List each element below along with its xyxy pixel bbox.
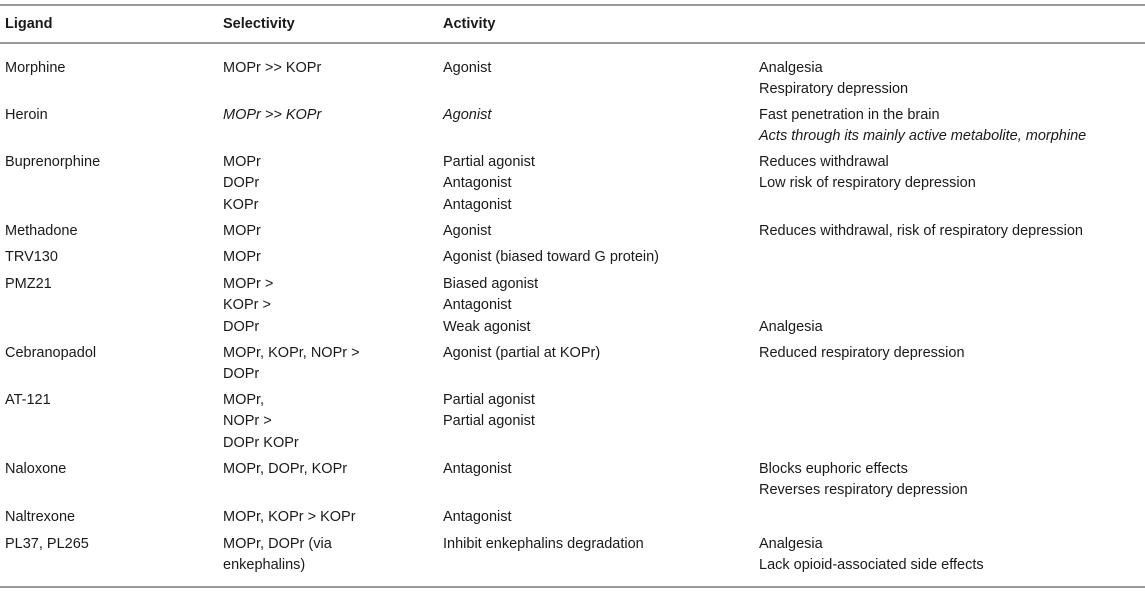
activity-cell — [443, 534, 644, 555]
activity-cell — [443, 105, 491, 126]
effects-cell-line: Reverses respiratory depression — [759, 482, 968, 499]
activity-cell — [443, 390, 535, 433]
ligand-cell-text: PL37, PL265 — [5, 536, 89, 552]
selectivity-cell-line: MOPr — [223, 223, 261, 239]
ligand-cell — [5, 58, 65, 79]
activity-cell-line: Agonist — [443, 60, 492, 76]
selectivity-cell — [223, 343, 360, 386]
effects-cell-line — [759, 295, 823, 316]
table-header-rule — [0, 42, 1145, 44]
effects-cell-line: Low risk of respiratory depression — [759, 175, 976, 192]
selectivity-cell — [223, 58, 321, 79]
selectivity-cell — [223, 534, 332, 577]
selectivity-cell-line: MOPr, DOPr (via — [223, 536, 332, 552]
ligand-cell — [5, 105, 48, 126]
effects-cell — [759, 105, 1086, 148]
header-ligand: Ligand — [5, 16, 53, 32]
selectivity-cell-line: DOPr — [223, 175, 260, 192]
activity-cell-line: Partial agonist — [443, 413, 535, 430]
selectivity-cell-line: MOPr — [223, 249, 261, 265]
effects-cell-line: Blocks euphoric effects — [759, 461, 908, 477]
header-activity: Activity — [443, 16, 496, 32]
effects-cell — [759, 221, 1083, 242]
effects-cell-line: Respiratory depression — [759, 81, 909, 98]
activity-cell — [443, 152, 535, 216]
activity-cell-line: Agonist (biased toward G protein) — [443, 249, 659, 265]
ligand-cell-text: Cebranopadol — [5, 345, 97, 361]
activity-cell-line: Antagonist — [443, 175, 512, 192]
activity-cell — [443, 507, 512, 528]
activity-cell — [443, 274, 538, 338]
selectivity-cell — [223, 390, 299, 454]
ligand-cell-text: PMZ21 — [5, 276, 52, 292]
activity-cell-line: Antagonist — [443, 196, 512, 213]
activity-cell — [443, 221, 491, 242]
ligand-cell-text: Heroin — [5, 107, 48, 123]
table-top-rule — [0, 4, 1145, 6]
ligand-cell-text: AT-121 — [5, 392, 51, 408]
selectivity-cell-line: MOPr >> KOPr — [223, 60, 322, 76]
effects-cell — [759, 459, 968, 502]
ligand-cell-text: Naloxone — [5, 461, 67, 477]
selectivity-cell — [223, 459, 347, 480]
selectivity-cell — [223, 152, 261, 216]
effects-cell-line: Reduces withdrawal, risk of respiratory depression — [759, 223, 1083, 239]
selectivity-cell — [223, 105, 321, 126]
activity-cell — [443, 58, 491, 79]
selectivity-cell-line: DOPr — [223, 366, 260, 383]
effects-cell-line: Analgesia — [759, 318, 823, 335]
activity-cell-line: Biased agonist — [443, 276, 539, 292]
selectivity-cell-line: KOPr > — [223, 297, 271, 314]
activity-cell-line: Antagonist — [443, 297, 512, 314]
ligand-cell — [5, 221, 78, 242]
effects-cell — [759, 534, 984, 577]
selectivity-cell-line: KOPr — [223, 196, 259, 213]
selectivity-cell — [223, 221, 261, 242]
ligand-cell — [5, 459, 66, 480]
selectivity-cell-line: MOPr, KOPr, NOPr > — [223, 345, 360, 361]
effects-cell-line: Reduced respiratory depression — [759, 345, 965, 361]
ligand-cell — [5, 247, 58, 268]
activity-cell-line: Agonist — [443, 223, 492, 239]
activity-cell-line: Antagonist — [443, 509, 512, 525]
selectivity-cell-line: MOPr, KOPr > KOPr — [223, 509, 356, 525]
activity-cell-line: Weak agonist — [443, 318, 531, 335]
effects-cell-line: Fast penetration in the brain — [759, 107, 940, 123]
selectivity-cell-line: DOPr — [223, 318, 260, 335]
activity-cell-line: Partial agonist — [443, 392, 535, 408]
activity-cell — [443, 459, 512, 480]
table-bottom-rule — [0, 586, 1145, 588]
ligand-cell-text: Buprenorphine — [5, 154, 101, 170]
activity-cell-line: Agonist (partial at KOPr) — [443, 345, 601, 361]
activity-cell — [443, 343, 600, 364]
ligand-cell — [5, 507, 75, 528]
selectivity-cell-line: MOPr, DOPr, KOPr — [223, 461, 348, 477]
effects-cell — [759, 152, 976, 195]
activity-cell — [443, 247, 659, 268]
activity-cell-line: Inhibit enkephalins degradation — [443, 536, 644, 552]
ligand-cell-text: Naltrexone — [5, 509, 76, 525]
selectivity-cell-line: NOPr > — [223, 413, 272, 430]
effects-cell-line: Analgesia — [759, 536, 823, 552]
selectivity-cell-line: MOPr >> KOPr — [223, 107, 322, 123]
selectivity-cell — [223, 247, 261, 268]
effects-cell — [759, 58, 908, 101]
selectivity-cell — [223, 274, 273, 338]
selectivity-cell-line: MOPr > — [223, 276, 274, 292]
selectivity-cell-line: MOPr — [223, 154, 261, 170]
ligand-cell — [5, 152, 100, 173]
ligand-cell — [5, 390, 51, 411]
effects-cell — [759, 274, 823, 338]
effects-cell-line: Analgesia — [759, 60, 823, 76]
header-selectivity: Selectivity — [223, 16, 295, 32]
effects-cell-line — [759, 274, 823, 295]
activity-cell-line: Partial agonist — [443, 154, 535, 170]
table-header-row — [0, 14, 1145, 36]
ligand-cell — [5, 274, 52, 295]
ligand-cell-text: Methadone — [5, 223, 78, 239]
selectivity-cell-line: DOPr KOPr — [223, 434, 299, 451]
ligand-cell-text: TRV130 — [5, 249, 58, 265]
effects-cell — [759, 343, 965, 364]
selectivity-cell-line: enkephalins) — [223, 557, 306, 574]
activity-cell-line: Antagonist — [443, 461, 512, 477]
effects-cell-line: Lack opioid-associated side effects — [759, 557, 984, 574]
ligand-cell — [5, 343, 96, 364]
activity-cell-line: Agonist — [443, 107, 492, 123]
effects-cell-line: Reduces withdrawal — [759, 154, 889, 170]
effects-cell-line: Acts through its mainly active metabolite, morphine — [759, 128, 1087, 145]
selectivity-cell-line: MOPr, — [223, 392, 265, 408]
selectivity-cell — [223, 507, 356, 528]
ligand-cell-text: Morphine — [5, 60, 66, 76]
ligand-cell — [5, 534, 89, 555]
